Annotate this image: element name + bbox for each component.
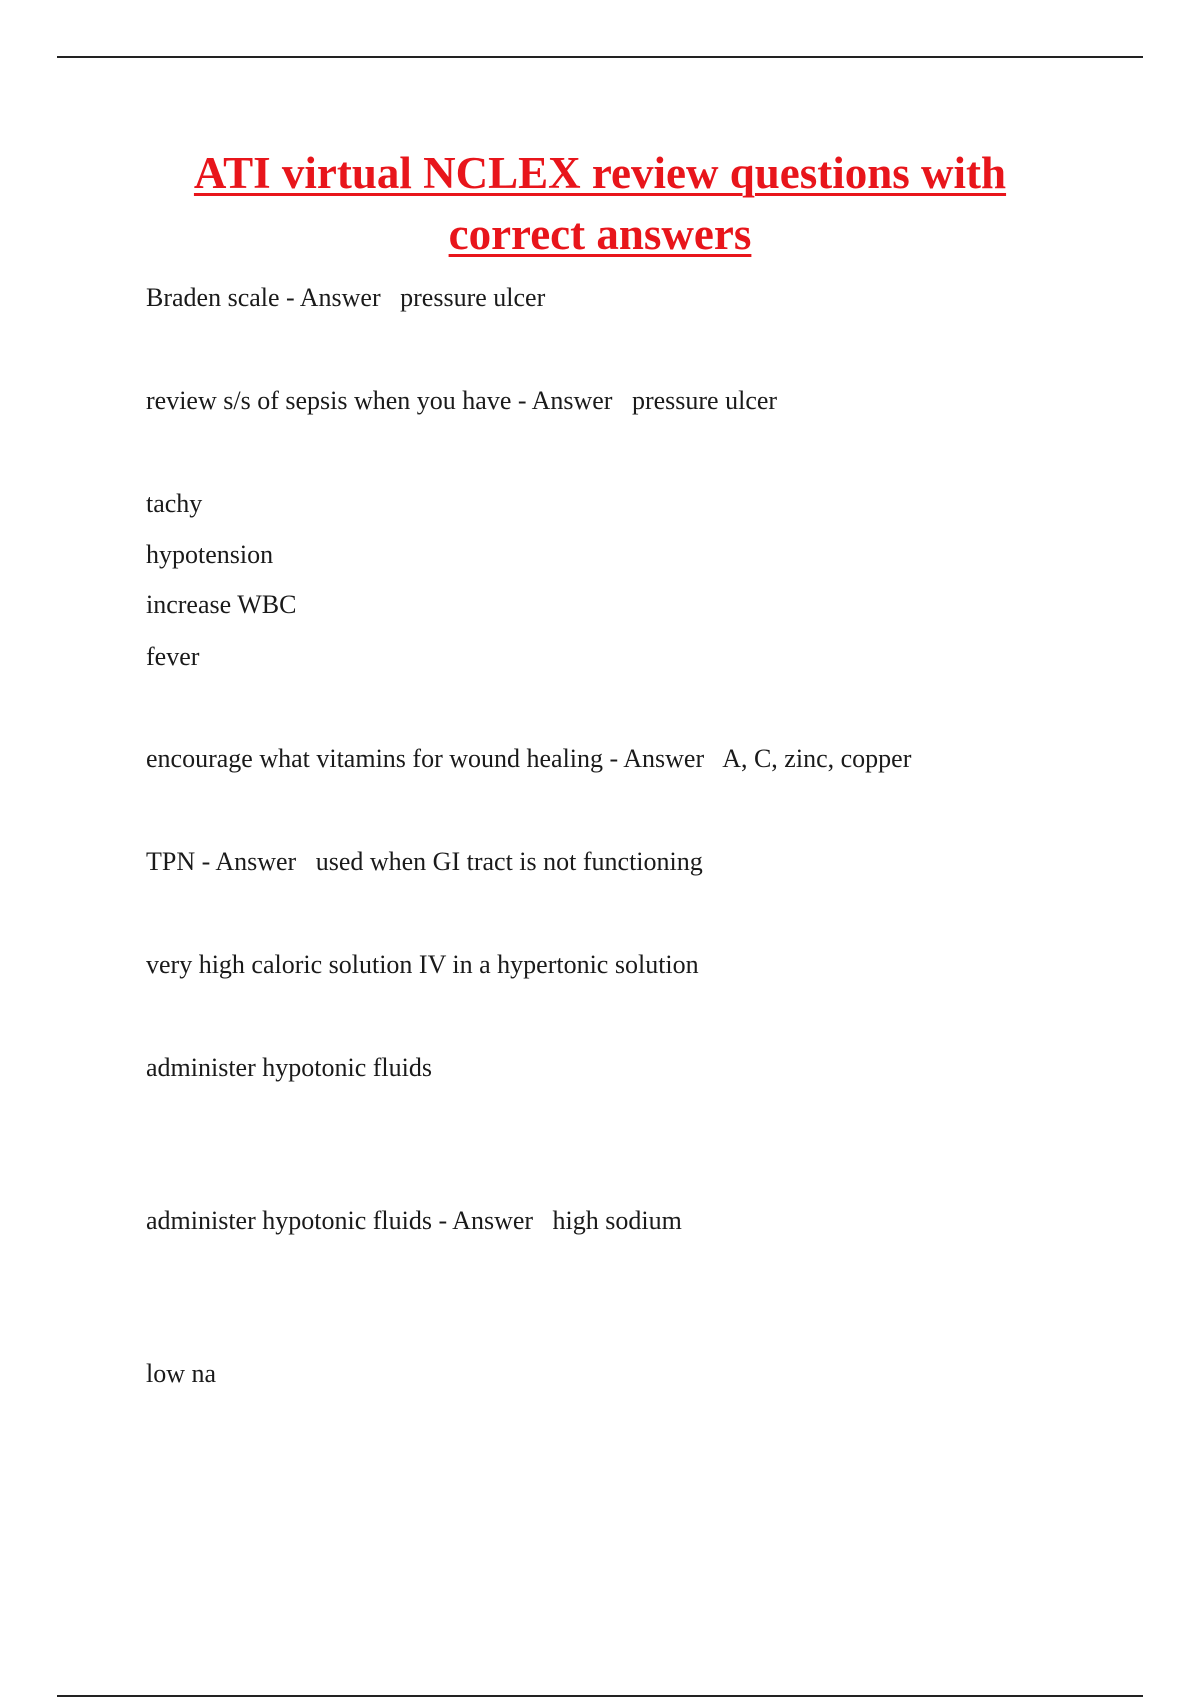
- text-line-sepsis: review s/s of sepsis when you have - Answer pressure ulcer: [146, 386, 778, 415]
- text-line-wound-healing-vitamins: encourage what vitamins for wound healing - Answer A, C, zinc, copper: [146, 744, 912, 773]
- text-line-increase-wbc: increase WBC: [146, 590, 297, 619]
- text-line-caloric-solution: very high caloric solution IV in a hypertonic solution: [146, 950, 699, 979]
- text-line-hypotonic-fluids-answer: administer hypotonic fluids - Answer high sodium: [146, 1206, 682, 1235]
- text-line-low-na: low na: [146, 1359, 217, 1388]
- text-line-fever: fever: [146, 642, 200, 671]
- text-line-tachy: tachy: [146, 489, 203, 518]
- text-line-braden-scale: Braden scale - Answer pressure ulcer: [146, 283, 546, 312]
- document-title-line-1: ATI virtual NCLEX review questions with: [193, 148, 1007, 198]
- text-line-tpn: TPN - Answer used when GI tract is not functioning: [146, 847, 703, 876]
- text-line-hypotonic-fluids: administer hypotonic fluids: [146, 1053, 432, 1082]
- document-title: [100, 143, 1100, 265]
- bottom-divider: [57, 1695, 1143, 1697]
- document-title-line-2: correct answers: [448, 209, 752, 259]
- text-line-hypotension: hypotension: [146, 540, 274, 569]
- top-divider: [57, 56, 1143, 58]
